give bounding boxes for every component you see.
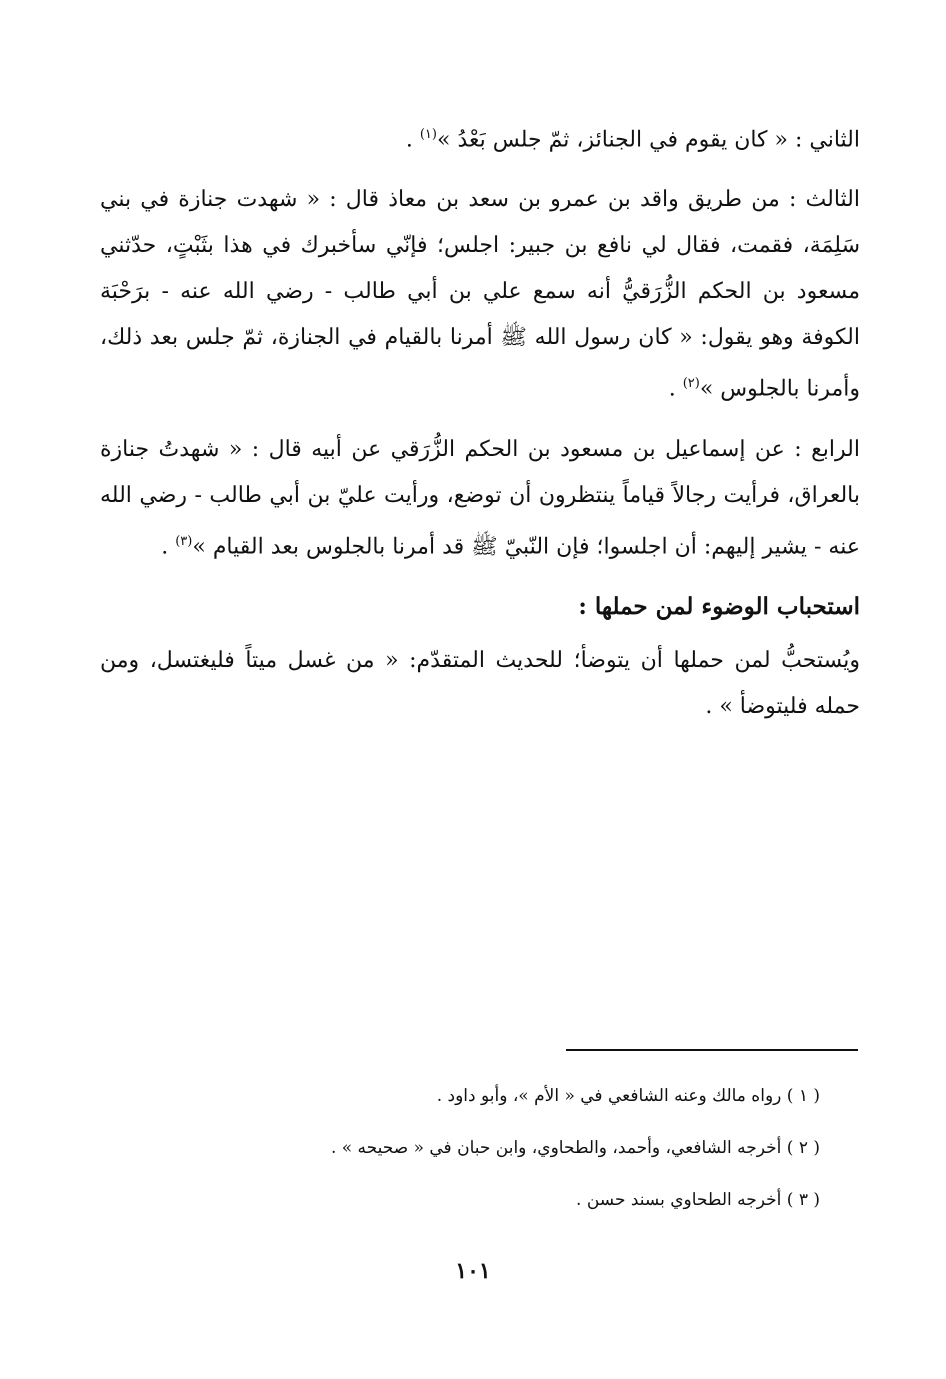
paragraph-second-text: الثاني : « كان يقوم في الجنائز، ثمّ جلس بَعْدُ »	[436, 127, 860, 153]
paragraph-fourth-text: الرابع : عن إسماعيل بن مسعود بن الحكم الزُّرَقي عن أبيه قال : « شهدتُ جنازة بالعراق، فرأيت رجالاً قياماً ينتظرون أن توضع، ورأيت عليّ بن أبي طالب - رضي الله عنه - يشير إليهم: أن اجلسوا؛ فإن النّبيّ ﷺ قد أمرنا بالجلوس بعد القيام »	[100, 436, 860, 559]
paragraph-third-text: الثالث : من طريق واقد بن عمرو بن سعد بن معاذ قال : « شهدت جنازة في بني سَلِمَة، فقمت، فقال لي نافع بن جبير: اجلس؛ فإنّي سأخبرك في هذا بثَبْتٍ، حدّثني مسعود بن الحكم الزُّرَقيُّ أنه سمع علي بن أبي طالب - رضي الله عنه - برَحْبَة الكوفة وهو يقول: « كان رسول الله ﷺ أمرنا بالقيام في الجنازة، ثمّ جلس بعد ذلك، وأمرنا بالجلوس »	[100, 187, 860, 402]
paragraph-second-end: .	[405, 127, 420, 153]
paragraph-wudu: ويُستحبُّ لمن حملها أن يتوضأ؛ للحديث المتقدّم: « من غسل ميتاً فليغتسل، ومن حمله فليتوضأ » .	[100, 647, 860, 719]
paragraph-fourth-end: .	[161, 533, 176, 559]
paragraph-fourth	[100, 427, 860, 570]
paragraph-second	[100, 112, 860, 163]
footnote-1: ( ١ ) رواه مالك وعنه الشافعي في « الأم »، وأبو داود .	[436, 1086, 820, 1106]
paragraph-third-end: .	[668, 376, 683, 402]
footnote-divider	[566, 1049, 858, 1051]
footnotes	[180, 1070, 820, 1226]
footnote-ref-1: (١)	[419, 127, 437, 142]
footnote-3: ( ٣ ) أخرجه الطحاوي بسند حسن .	[576, 1190, 820, 1210]
footnote-2: ( ٢ ) أخرجه الشافعي، وأحمد، والطحاوي، وابن حبان في « صحيحه » .	[330, 1138, 820, 1158]
footnote-ref-3: (٣)	[175, 533, 193, 549]
paragraph-third	[100, 177, 860, 412]
section-heading: استحباب الوضوء لمن حملها :	[578, 592, 860, 620]
main-text	[100, 112, 860, 744]
footnote-ref-2: (٢)	[682, 376, 700, 392]
page-number: ١٠١	[455, 1258, 491, 1284]
